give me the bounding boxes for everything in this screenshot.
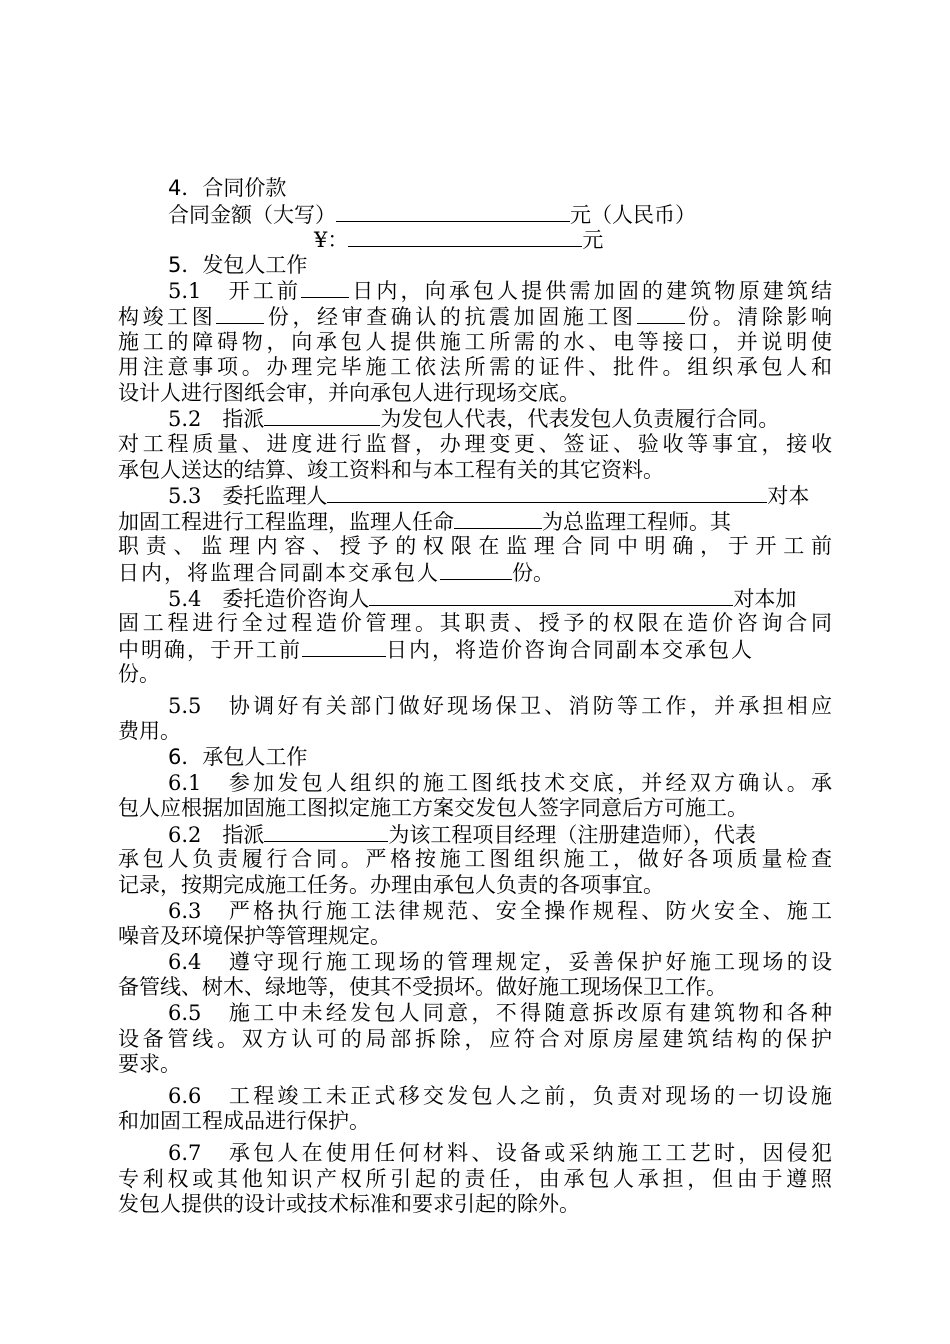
clause-6-7-line: 专利权或其他知识产权所引起的责任，由承包人承担，但由于遵照	[118, 1166, 832, 1191]
section-4-heading: 4．合同价款	[168, 176, 287, 200]
clause-6-2-line: 承包人负责履行合同。严格按施工图组织施工，做好各项质量检查	[118, 847, 832, 872]
amount-figures-blank	[348, 227, 582, 247]
yuan-label: ¥：	[314, 228, 349, 253]
copies-blank	[637, 304, 685, 324]
clause-6-2-line: 6.2 指派 为该工程项目经理（注册建造师），代表	[168, 822, 756, 847]
clause-5-3-line: 加固工程进行工程监理，监理人任命 为总监理工程师。其	[118, 509, 731, 534]
clause-6-3-line: 6.3 严格执行施工法律规范、安全操作规程、防火安全、施工	[168, 898, 832, 923]
clause-5-4-line: 中明确，于开工前 日内，将造价咨询合同副本交承包人	[118, 637, 754, 662]
amount-words-unit: 元（人民币）	[570, 202, 696, 227]
document-body	[118, 176, 832, 1218]
clause-5-3-line: 5.3 委托监理人 对本	[168, 484, 810, 509]
clause-6-4-line: 6.4 遵守现行施工现场的管理规定，妥善保护好施工现场的设	[168, 949, 832, 974]
clause-6-2-line: 记录，按期完成施工任务。办理由承包人负责的各项事宜。	[118, 873, 664, 898]
clause-5-5-line: 费用。	[118, 719, 181, 744]
contract-amount-line	[118, 202, 832, 228]
clause-6-1-line: 6.1 参加发包人组织的施工图纸技术交底，并经双方确认。承	[168, 770, 832, 795]
project-manager-blank	[264, 822, 388, 842]
clause-5-1-line: 5.1 开工前 日内，向承包人提供需加固的建筑物原建筑结	[168, 279, 832, 304]
clause-6-6-line: 6.6 工程竣工未正式移交发包人之前，负责对现场的一切设施	[168, 1083, 832, 1108]
days-blank	[302, 637, 386, 657]
copies-blank	[440, 560, 512, 580]
yuan-unit: 元	[582, 228, 604, 253]
clause-5-2-line: 承包人送达的结算、竣工资料和与本工程有关的其它资料。	[118, 457, 664, 482]
clause-6-5-line: 6.5 施工中未经发包人同意，不得随意拆改原有建筑物和各种	[168, 1001, 832, 1025]
cost-consultant-blank	[369, 586, 733, 606]
clause-6-5-line: 要求。	[118, 1052, 181, 1077]
clause-6-4-line: 备管线、树木、绿地等，使其不受损坏。做好施工现场保卫工作。	[118, 975, 727, 1000]
chief-engineer-blank	[454, 509, 542, 529]
clause-5-4-line: 5.4 委托造价咨询人 对本加	[168, 586, 797, 611]
amount-words-label: 合同金额（大写）	[168, 202, 336, 227]
clause-6-7-line: 6.7 承包人在使用任何材料、设备或采纳施工工艺时，因侵犯	[168, 1140, 832, 1165]
clause-5-4-line: 固工程进行全过程造价管理。其职责、授予的权限在造价咨询合同	[118, 611, 832, 636]
clause-6-7-line: 发包人提供的设计或技术标准和要求引起的除外。	[118, 1192, 580, 1217]
section-6-heading: 6．承包人工作	[168, 745, 308, 770]
supervisor-blank	[327, 483, 767, 503]
copies-blank	[216, 304, 264, 324]
clause-5-1-line: 构竣工图 份，经审查确认的抗震加固施工图 份。清除影响	[118, 304, 833, 329]
clause-5-2-line: 5.2 指派 为发包人代表，代表发包人负责履行合同。	[168, 407, 780, 432]
days-blank	[301, 278, 349, 298]
amount-words-blank	[336, 202, 570, 222]
representative-blank	[264, 406, 380, 426]
clause-5-2-line: 对工程质量、进度进行监督，办理变更、签证、验收等事宜，接收	[118, 431, 832, 456]
clause-5-1-line: 施工的障碍物，向承包人提供施工所需的水、电等接口，并说明使	[118, 329, 832, 354]
clause-6-5-line: 设备管线。双方认可的局部拆除，应符合对原房屋建筑结构的保护	[118, 1026, 832, 1051]
clause-6-6-line: 和加固工程成品进行保护。	[118, 1109, 370, 1134]
clause-5-1-line: 用注意事项。办理完毕施工依法所需的证件、批件。组织承包人和	[118, 355, 832, 380]
clause-5-4-line: 份。	[118, 662, 160, 687]
clause-5-5-line: 5.5 协调好有关部门做好现场保卫、消防等工作，并承担相应	[168, 693, 832, 718]
clause-5-3-line: 职责、监理内容、授予的权限在监理合同中明确，于开工前	[118, 534, 832, 559]
clause-6-1-line: 包人应根据加固施工图拟定施工方案交发包人签字同意后方可施工。	[118, 796, 748, 821]
clause-5-1-line: 设计人进行图纸会审，并向承包人进行现场交底。	[118, 380, 580, 405]
section-5-heading: 5．发包人工作	[168, 252, 308, 277]
clause-6-3-line: 噪音及环境保护等管理规定。	[118, 924, 391, 949]
amount-figures-line	[118, 227, 832, 253]
clause-5-3-line: 日内，将监理合同副本交承包人 份。	[118, 560, 554, 585]
